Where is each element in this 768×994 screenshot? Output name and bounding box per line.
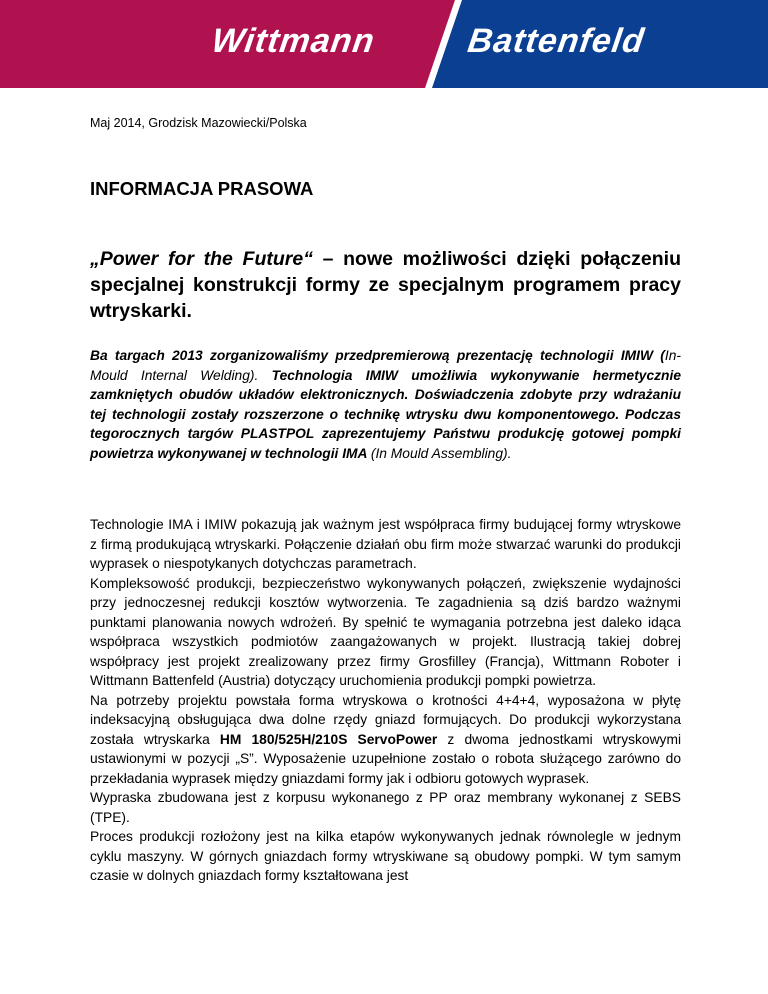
lead-part-1: Ba targach 2013 zorganizowaliśmy przedpremierową prezentację technologii IMIW ( (90, 348, 665, 363)
lead-paragraph (90, 346, 681, 463)
body-paragraph-3-start: Na potrzeby projektu powstała forma wtryskowa o krotności 4+4+4, wyposażona w płytę indeksacyjną obsługująca dwa dolne rzędy gniazd formujących. Do produkcji wykorzystana została wtryskarka (90, 692, 681, 747)
body-text (90, 515, 681, 886)
press-headline (90, 246, 681, 324)
headline-rest: – nowe możliwości dzięki połączeniu specjalnej konstrukcji formy ze specjalnym programem pracy wtryskarki. (90, 248, 681, 322)
wittmann-logo: Wittmann (209, 22, 378, 60)
dateline: Maj 2014, Grodzisk Mazowiecki/Polska (90, 116, 307, 130)
body-paragraph-3-end: z dwoma jednostkami wtryskowymi ustawionymi w pozycji „S”. Wyposażenie uzupełnione zostało o robota służącego zarówno do przekładania wyprasek między gniazdami formy jak i odbioru gotowych wyprasek. (90, 731, 682, 786)
brand-banner (0, 0, 768, 88)
body-paragraph-5: Proces produkcji rozłożony jest na kilka etapów wykonywanych jednak równolegle w jednym cyklu maszyny. W górnych gniazdach formy wtryskiwane są obudowy pompki. W tym samym czasie w dolnych gniazdach formy kształtowana jest (90, 829, 681, 883)
body-paragraph-3 (90, 691, 681, 789)
lead-ima-expansion: (In Mould Assembling). (370, 445, 512, 461)
battenfeld-logo: Battenfeld (465, 22, 647, 60)
body-paragraph-2: Kompleksowość produkcji, bezpieczeństwo wykonywanych połączeń, zwiększenie wydajności przy jednoczesnej redukcji kosztów wytworzenia. Te zagadnienia są dziś bardzo ważnymi punktami planowania nowych wdrożeń. By spełnić te wymagania potrzebna jest daleko idąca współpraca wszystkich podmiotów zaangażowanych w projekt. Ilustracją takiej dobrej współpracy jest projekt zrealizowany przez firmy Grosfilley (Francja), Wittmann Roboter i Wittmann Battenfeld (Austria) dotyczący uruchomienia produkcji pompki powietrza. (90, 575, 681, 688)
body-paragraph-4: Wypraska zbudowana jest z korpusu wykonanego z PP oraz membrany wykonanej z SEBS (TPE). (90, 790, 681, 825)
lead-imiw-expansion: In-Mould Internal Welding). (90, 348, 681, 383)
document-title: INFORMACJA PRASOWA (90, 178, 314, 199)
headline-quote: „Power for the Future“ (90, 248, 313, 270)
body-paragraph-1: Technologie IMA i IMIW pokazują jak ważnym jest współpraca firmy budującej formy wtryskowe z firmą produkującą wtryskarki. Połączenie działań obu firm może stwarzać warunki do produkcji wyprasek o niespotykanych dotychczas parametrach. (90, 517, 681, 571)
lead-part-2: Technologia IMIW umożliwia wykonywanie hermetycznie zamkniętych obudów układów elektronicznych. Doświadczenia zdobyte przy wdrażaniu tej technologii zostały rozszerzone o technikę wtrysku dwu komponentowego. Podczas tegorocznych targów PLASTPOL zaprezentujemy Państwu produkcję gotowej pompki powietrza wykonywanej w technologii IMA (90, 367, 681, 461)
machine-model: HM 180/525H/210S ServoPower (219, 731, 438, 747)
brand-header (0, 0, 768, 88)
